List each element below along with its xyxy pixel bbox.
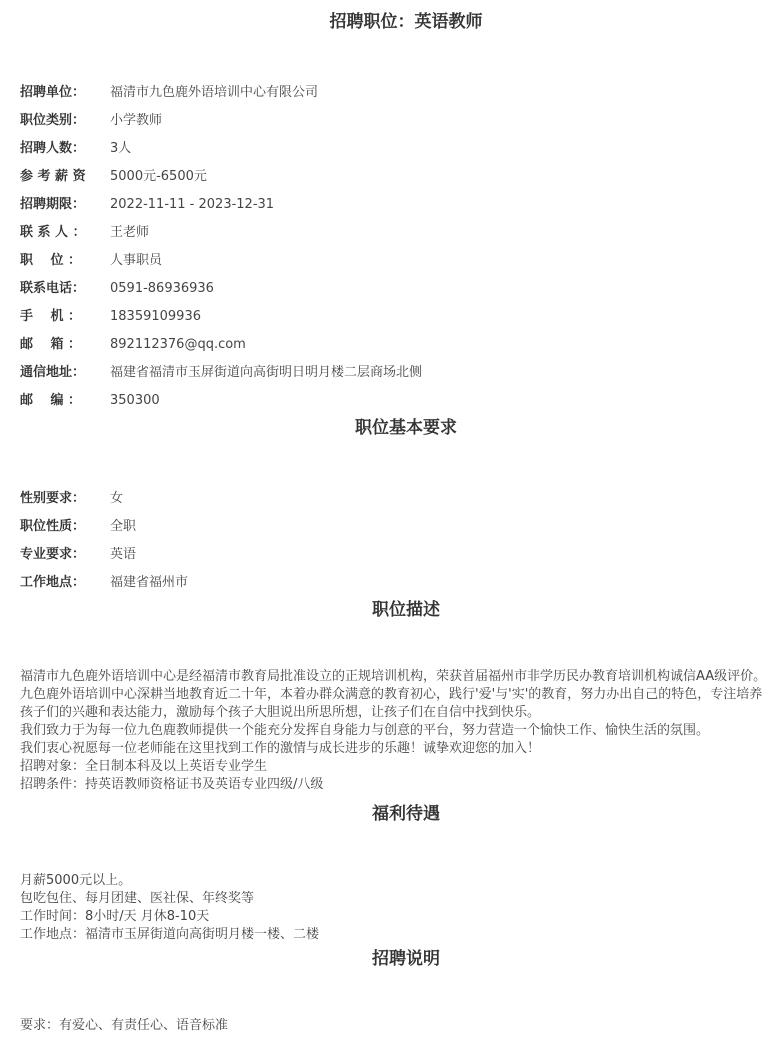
requirement-value: 全职 bbox=[110, 519, 137, 534]
benefits-title: 福利待遇 bbox=[372, 804, 440, 824]
info-value: 3人 bbox=[110, 141, 132, 156]
requirement-value: 福建省福州市 bbox=[110, 575, 189, 590]
info-label: 手 机 ： bbox=[20, 309, 82, 324]
info-row-address bbox=[20, 363, 422, 383]
info-row-salary bbox=[20, 167, 207, 187]
benefit-item: 工作地点：福清市玉屏街道向高街明月楼一楼、二楼 bbox=[20, 927, 320, 942]
info-row-headcount bbox=[20, 139, 131, 159]
info-value: 王老师 bbox=[110, 225, 150, 240]
info-value: 2022-11-11 - 2023-12-31 bbox=[110, 197, 275, 212]
info-label: 参 考 薪 资 bbox=[20, 169, 86, 184]
info-label: 邮 编 ： bbox=[20, 393, 82, 408]
description-title: 职位描述 bbox=[372, 600, 440, 620]
info-row-position bbox=[20, 251, 162, 271]
info-row-mobile bbox=[20, 307, 201, 327]
benefit-item: 工作时间：8小时/天 月休8-10天 bbox=[20, 909, 210, 924]
info-row-email bbox=[20, 335, 246, 355]
info-row-postcode bbox=[20, 391, 160, 411]
requirement-value: 女 bbox=[110, 491, 124, 506]
notes-title: 招聘说明 bbox=[372, 949, 440, 969]
info-label: 联 系 人 ： bbox=[20, 225, 86, 240]
requirement-row-major bbox=[20, 545, 136, 565]
info-label: 招聘期限： bbox=[20, 197, 86, 212]
info-label: 职位类别： bbox=[20, 113, 86, 128]
benefit-item: 包吃包住、每月团建、医社保、年终奖等 bbox=[20, 891, 255, 906]
description-paragraph: 福清市九色鹿外语培训中心是经福清市教育局批准设立的正规培训机构，荣获首届福州市非学历民办教育培训机构诚信AA级评价。九色鹿外语培训中心深耕当地教育近二十年，本着办群众满意的教育初心，践行'爱'与'实'的教育，努力办出自己的特色，专注培养孩子们的兴趣和表达能力，激励每个孩子大胆说出所思所想，让孩子们在自信中找到快乐。 bbox=[20, 669, 767, 720]
info-value: 892112376@qq.com bbox=[110, 337, 246, 352]
info-value: 0591-86936936 bbox=[110, 281, 214, 296]
description-paragraph: 我们致力于为每一位九色鹿教师提供一个能充分发挥自身能力与创意的平台，努力营造一个愉快工作、愉快生活的氛围。 bbox=[20, 723, 710, 738]
info-value: 小学教师 bbox=[110, 113, 163, 128]
info-label: 招聘单位： bbox=[20, 85, 86, 100]
requirement-label: 职位性质： bbox=[20, 519, 86, 534]
description-block bbox=[20, 668, 770, 794]
info-label: 联系电话： bbox=[20, 281, 86, 296]
info-row-phone bbox=[20, 279, 214, 299]
info-value: 福建省福清市玉屏街道向高街明日明月楼二层商场北侧 bbox=[110, 365, 423, 380]
info-value: 5000元-6500元 bbox=[110, 169, 207, 184]
info-row-contact bbox=[20, 223, 149, 243]
requirement-row-location bbox=[20, 573, 188, 593]
info-value: 福清市九色鹿外语培训中心有限公司 bbox=[110, 85, 319, 100]
requirements-title: 职位基本要求 bbox=[355, 418, 457, 438]
info-label: 招聘人数： bbox=[20, 141, 86, 156]
benefits-block bbox=[20, 872, 770, 944]
description-paragraph: 我们衷心祝愿每一位老师能在这里找到工作的激情与成长进步的乐趣！诚挚欢迎您的加入！ bbox=[20, 741, 541, 756]
recruitment-target: 招聘对象：全日制本科及以上英语专业学生 bbox=[20, 759, 268, 774]
info-label: 职 位 ： bbox=[20, 253, 82, 268]
info-value: 350300 bbox=[110, 393, 160, 408]
notes-block bbox=[20, 1017, 770, 1035]
requirement-label: 工作地点： bbox=[20, 575, 86, 590]
info-row-period bbox=[20, 195, 274, 215]
recruitment-condition: 招聘条件：持英语教师资格证书及英语专业四级/八级 bbox=[20, 777, 324, 792]
info-label: 通信地址： bbox=[20, 365, 86, 380]
benefit-item: 月薪5000元以上。 bbox=[20, 873, 132, 888]
info-value: 人事职员 bbox=[110, 253, 163, 268]
requirement-row-gender bbox=[20, 489, 123, 509]
requirement-label: 性别要求： bbox=[20, 491, 86, 506]
requirement-label: 专业要求： bbox=[20, 547, 86, 562]
info-row-category bbox=[20, 111, 162, 131]
info-value: 18359109936 bbox=[110, 309, 201, 324]
job-title: 招聘职位：英语教师 bbox=[329, 12, 483, 32]
requirement-value: 英语 bbox=[110, 547, 137, 562]
info-row-employer bbox=[20, 83, 318, 103]
note-item: 要求：有爱心、有责任心、语音标准 bbox=[20, 1018, 229, 1033]
info-label: 邮 箱 ： bbox=[20, 337, 82, 352]
requirement-row-nature bbox=[20, 517, 136, 537]
